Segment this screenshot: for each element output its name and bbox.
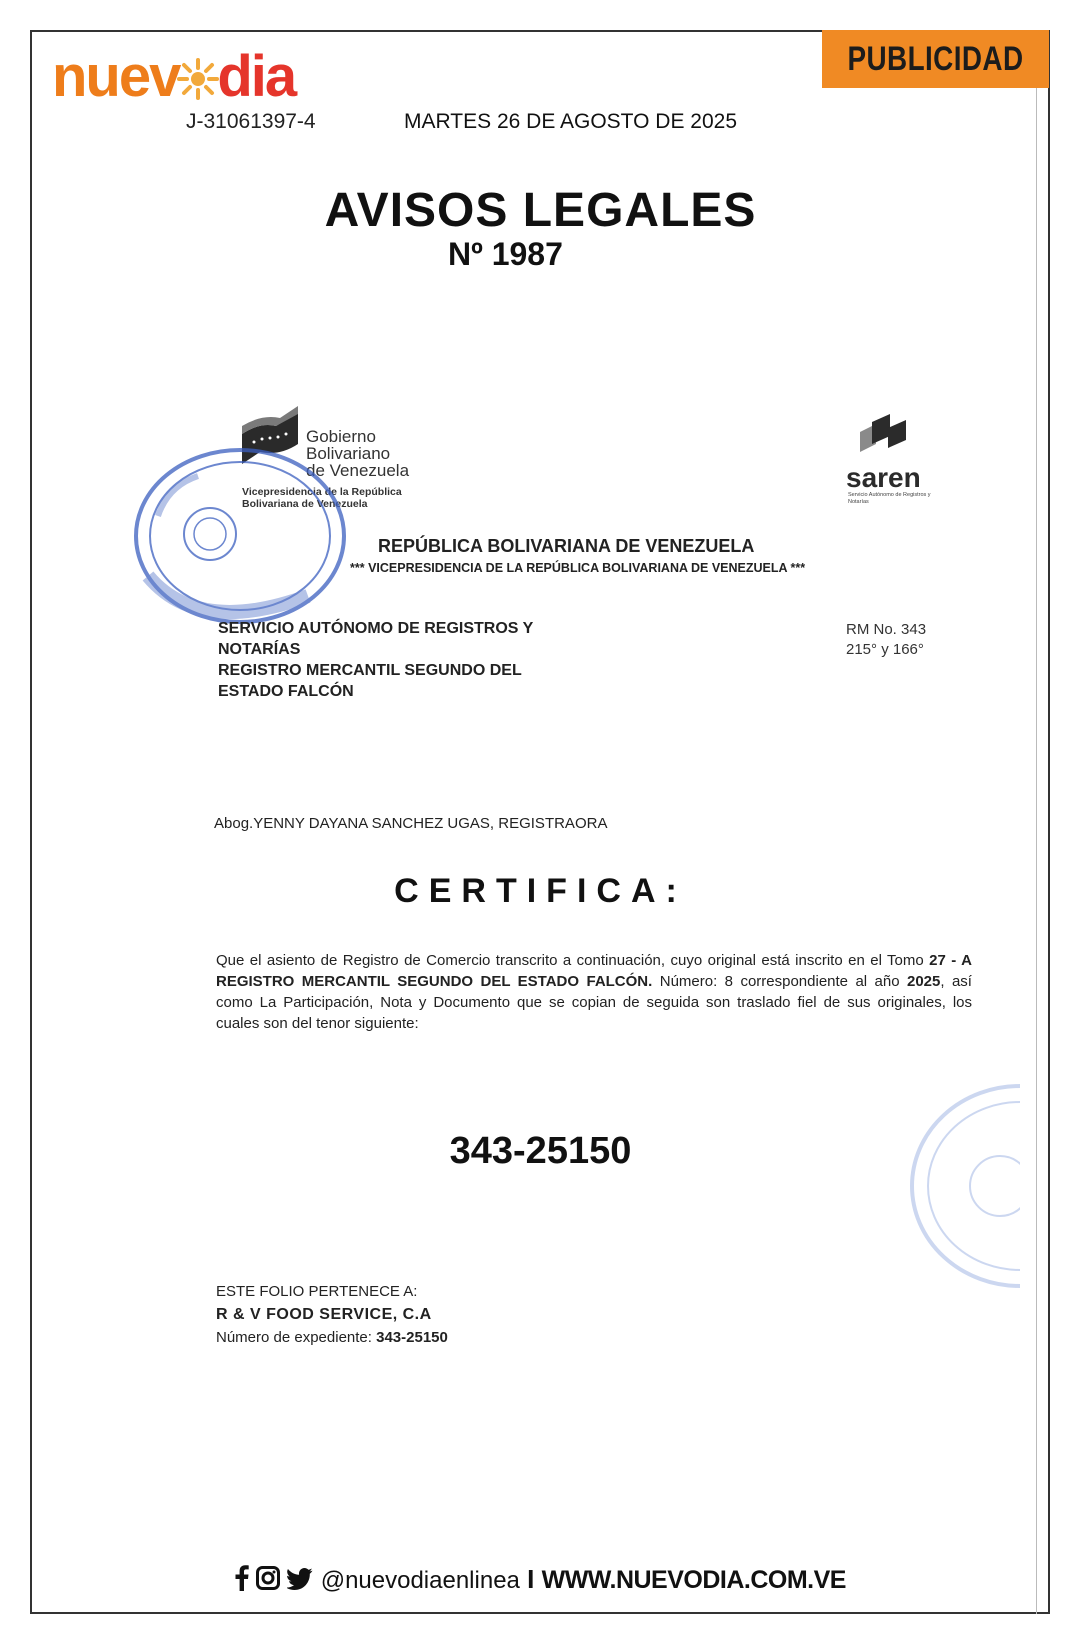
gov-line-2: Bolivariano [306, 444, 391, 463]
registry-office [218, 618, 533, 702]
rif-number: J-31061397-4 [186, 110, 316, 133]
vicepresidency-heading: *** VICEPRESIDENCIA DE LA REPÚBLICA BOLIVARIANA DE VENEZUELA *** [350, 561, 806, 575]
para-text-2: Número: 8 correspondiente al año [652, 973, 907, 990]
org-line-4: ESTADO FALCÓN [218, 683, 354, 700]
certifica-heading: CERTIFICA: [394, 872, 687, 910]
gov-line-3: de Venezuela [306, 461, 410, 480]
saren-logo-text: saren [846, 462, 921, 493]
expediente-value: 343-25150 [376, 1329, 448, 1346]
section-tag-label: PUBLICIDAD [847, 40, 1024, 78]
certification-paragraph [216, 950, 972, 1034]
para-text-3: , así como La Participación, Nota y Documento que se copian de seguida son traslado fiel de sus originales, los cuales son del tenor siguiente: [216, 973, 972, 1032]
rm-number: RM No. 343 [846, 621, 927, 638]
official-seal-stamp [128, 446, 350, 642]
issue-date: MARTES 26 DE AGOSTO DE 2025 [404, 110, 738, 133]
registrar-name: Abog.YENNY DAYANA SANCHEZ UGAS, REGISTRAORA [214, 815, 608, 832]
company-name: R & V FOOD SERVICE, C.A [216, 1306, 432, 1323]
org-line-3: REGISTRO MERCANTIL SEGUNDO DEL [218, 662, 522, 679]
twitter-icon[interactable] [287, 1566, 313, 1597]
logo-text-dia: dia [217, 44, 296, 109]
para-bold-1: 27 - A REGISTRO MERCANTIL SEGUNDO DEL ESTADO FALCÓN. [216, 952, 972, 990]
vice-line-1: Vicepresidencia de la República [242, 486, 402, 498]
para-text-1: Que el asiento de Registro de Comercio transcrito a continuación, cuyo original está inscrito en el Tomo [216, 952, 930, 969]
newspaper-logo [52, 44, 296, 110]
rm-years: 215° y 166° [846, 641, 924, 658]
footer [0, 1564, 1081, 1598]
issue-number: Nº 1987 [448, 236, 563, 272]
org-line-1: SERVICIO AUTÓNOMO DE REGISTROS Y [218, 620, 534, 637]
saren-logo-icon [858, 414, 908, 456]
page-title: AVISOS LEGALES [324, 184, 757, 237]
faint-seal-stamp [900, 1076, 1020, 1296]
vice-line-2: Bolivariana de Venezuela [242, 498, 368, 510]
footer-separator: I [527, 1564, 535, 1594]
folio-owner-block [216, 1280, 448, 1349]
org-line-2: NOTARÍAS [218, 641, 301, 658]
website-link[interactable]: WWW.NUEVODIA.COM.VE [541, 1566, 846, 1594]
social-handle[interactable]: @nuevodiaenlinea [320, 1567, 520, 1594]
logo-text-nuev: nuev [52, 44, 180, 109]
folio-number: 343-25150 [449, 1130, 632, 1172]
para-bold-2: 2025 [907, 973, 941, 990]
instagram-icon[interactable] [256, 1566, 280, 1597]
section-tag [822, 30, 1049, 88]
republic-heading: REPÚBLICA BOLIVARIANA DE VENEZUELA [378, 536, 755, 556]
expediente-label: Número de expediente: [216, 1329, 377, 1346]
registry-reference [846, 620, 926, 660]
page-edge-line [1036, 30, 1037, 1614]
folio-label: ESTE FOLIO PERTENECE A: [216, 1283, 418, 1300]
sun-icon [177, 52, 219, 110]
saren-logo-subtext: Servicio Autónomo de Registros y Notarías [848, 492, 931, 505]
gov-line-1: Gobierno [306, 427, 376, 446]
facebook-icon[interactable] [235, 1565, 249, 1598]
expediente-line [216, 1326, 448, 1349]
